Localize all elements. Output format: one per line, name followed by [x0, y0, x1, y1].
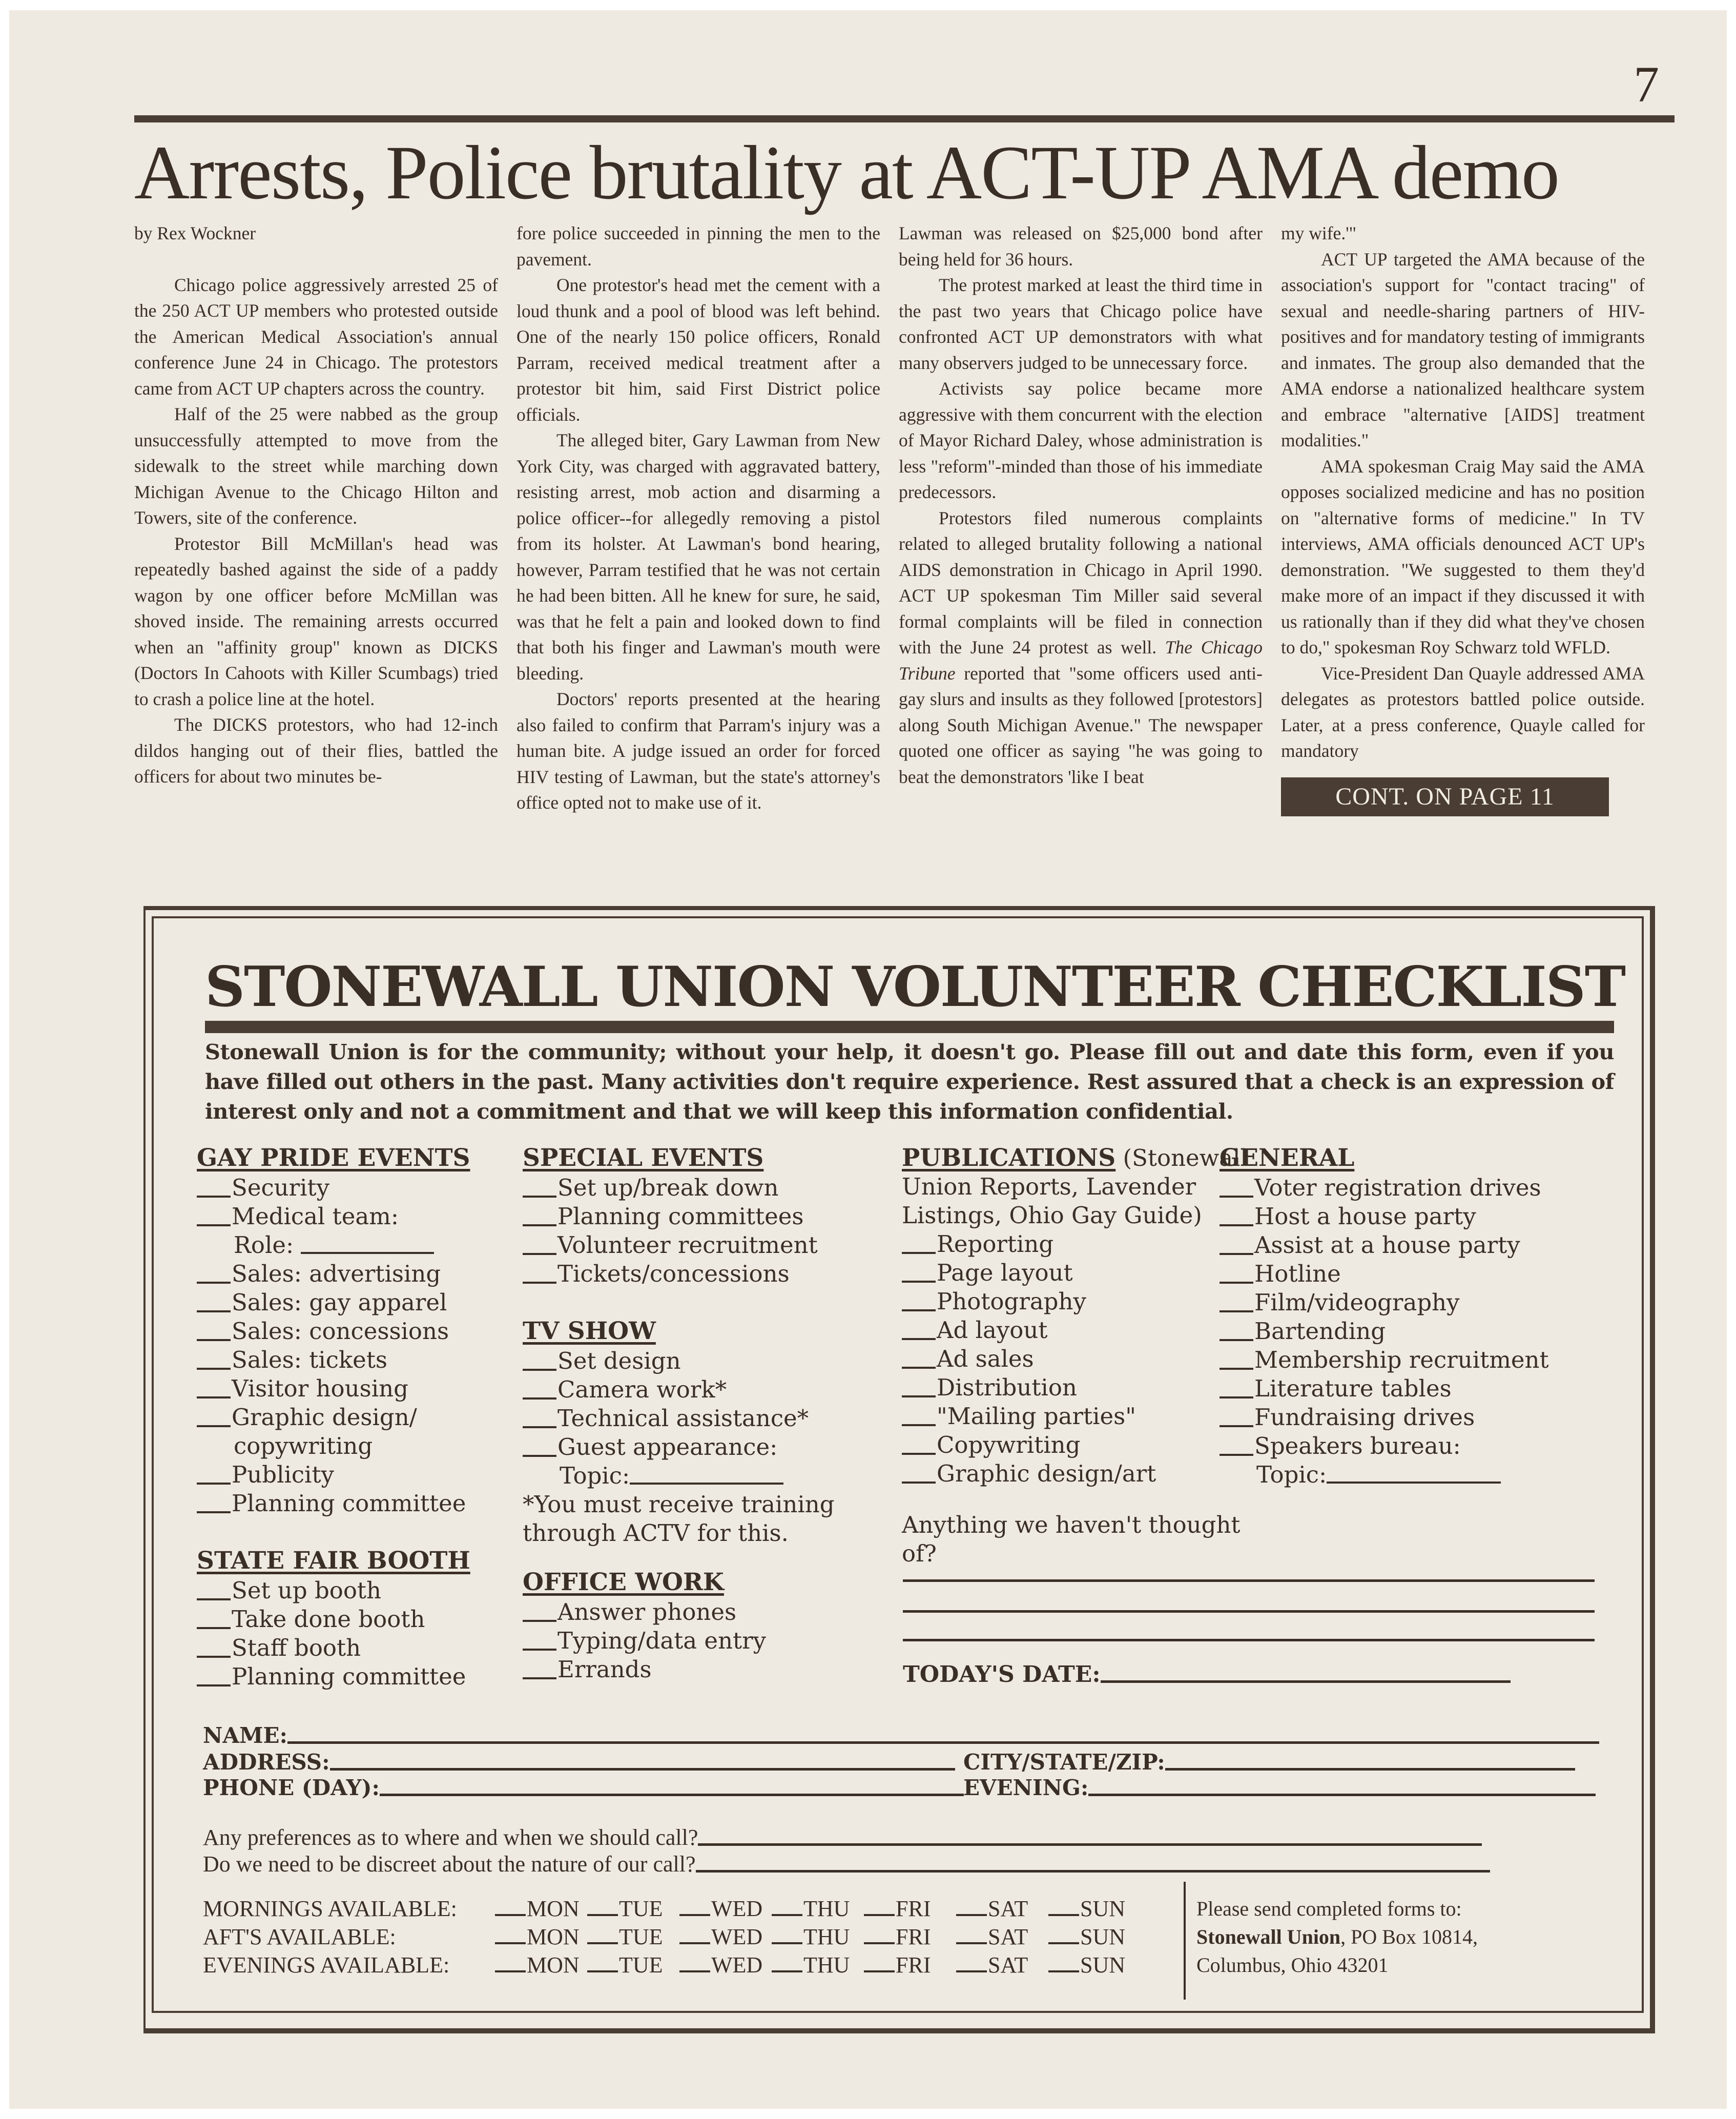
check-blank[interactable] — [197, 1196, 231, 1198]
checkbox-item[interactable] — [523, 1260, 840, 1288]
checkbox-item[interactable] — [1220, 1403, 1549, 1432]
day-label: MON — [527, 1924, 580, 1949]
item-label: Sales: gay apparel — [232, 1289, 447, 1316]
item-label: Staff booth — [232, 1634, 361, 1661]
city-state-zip-label: CITY/STATE/ZIP: — [963, 1750, 1165, 1775]
check-blank[interactable] — [523, 1397, 556, 1400]
item-label: Hotline — [1254, 1260, 1341, 1287]
check-blank[interactable] — [523, 1677, 556, 1679]
item-label: Visitor housing — [232, 1375, 408, 1402]
paragraph: The alleged biter, Gary Lawman from New York City, was charged with aggravated battery, resisting arrest, mob action and disarming a police officer--for allegedly removing a pistol from its holster. At Lawman's bond hearing, however, Parram testified that he was not certain he had been bitten. All he knew for sure, he said, was that he felt a pain and looked down to find that both his finger and Lawman's mouth were bleeding. — [516, 430, 880, 684]
check-blank[interactable] — [902, 1367, 936, 1369]
day-label: MON — [527, 1896, 580, 1921]
check-blank[interactable] — [772, 1942, 802, 1944]
item-label: Answer phones — [557, 1598, 737, 1626]
publications-heading-block — [902, 1144, 1260, 1230]
org-name: Stonewall Union — [1196, 1925, 1341, 1948]
checkbox-item[interactable] — [197, 1576, 470, 1605]
day-checkbox[interactable] — [495, 1951, 587, 1979]
item-label: Guest appearance: — [557, 1433, 778, 1460]
checkbox-item[interactable] — [523, 1174, 840, 1202]
spacer — [902, 1488, 1260, 1511]
training-note: *You must receive training through ACTV for this. — [523, 1491, 835, 1547]
checkbox-item[interactable] — [902, 1402, 1260, 1431]
address-label: ADDRESS: — [203, 1750, 330, 1775]
day-label: SAT — [988, 1952, 1028, 1978]
checkbox-item[interactable] — [197, 1260, 470, 1288]
checkbox-item[interactable] — [523, 1404, 840, 1433]
item-label: Tickets/concessions — [557, 1260, 790, 1287]
check-blank[interactable] — [1220, 1224, 1253, 1226]
item-label: Speakers bureau: — [1254, 1432, 1461, 1459]
check-blank[interactable] — [197, 1282, 231, 1284]
check-blank[interactable] — [197, 1310, 231, 1312]
check-blank[interactable] — [1220, 1339, 1253, 1341]
day-checkbox[interactable] — [1048, 1923, 1141, 1951]
checkbox-item[interactable] — [197, 1174, 470, 1202]
paragraph: Lawman was released on $25,000 bond after being held for 36 hours. — [899, 223, 1263, 270]
item-label: Sales: concessions — [232, 1318, 449, 1345]
checkbox-item[interactable] — [197, 1403, 470, 1432]
day-checkbox[interactable] — [679, 1923, 772, 1951]
item-label: Literature tables — [1254, 1375, 1452, 1402]
item-label: Errands — [557, 1656, 652, 1683]
call-preferences-label: Any preferences as to where and when we should call? — [203, 1825, 698, 1850]
paragraph: AMA spokesman Craig May said the AMA opposes socialized medicine and has no position on "alternative forms of medicine." In TV interviews, AMA officials denounced ACT UP's demonstration. "We suggested to them they'd make more of an impact if they discussed it with us rationally than if they did what they've chosen to do," spokesman Roy Schwarz told WFLD. — [1281, 456, 1645, 657]
role-input-line[interactable] — [301, 1252, 434, 1254]
item-label: Planning committees — [557, 1203, 804, 1230]
discreet-field[interactable] — [203, 1851, 1490, 1877]
check-blank[interactable] — [495, 1970, 526, 1972]
item-label: Sales: advertising — [232, 1260, 441, 1287]
form-inner-border — [152, 916, 1644, 2013]
city-state-zip-field[interactable] — [963, 1750, 1575, 1775]
paragraph — [899, 505, 1263, 790]
check-blank[interactable] — [197, 1368, 231, 1370]
name-input-line[interactable] — [287, 1741, 1599, 1744]
check-blank[interactable] — [864, 1914, 895, 1916]
check-blank[interactable] — [1048, 1942, 1079, 1944]
day-label: THU — [803, 1952, 850, 1978]
check-blank[interactable] — [1220, 1425, 1253, 1427]
item-continuation: copywriting — [234, 1432, 373, 1459]
paragraph: Half of the 25 were nabbed as the group unsuccessfully attempted to move from the sidewalk to the street while marching down Michigan Avenue to the Chicago Hilton and Towers, site of the conference. — [134, 404, 498, 528]
paragraph: my wife.'" — [1281, 223, 1357, 243]
paragraph: Protestor Bill McMillan's head was repeatedly bashed against the side of a paddy wagon by one officer before McMillan was shoved inside. The remaining arrests occurred when an "affinity group" known as DICKS (Doctors In Cahoots with Killer Scumbags) tried to crash a police line at the hotel. — [134, 533, 498, 709]
check-blank[interactable] — [587, 1970, 618, 1972]
checkbox-item[interactable] — [1220, 1260, 1549, 1288]
availability-grid — [203, 1895, 1141, 1979]
checkbox-item[interactable] — [902, 1230, 1260, 1259]
check-blank[interactable] — [523, 1620, 556, 1622]
checkbox-item[interactable] — [197, 1489, 470, 1518]
check-blank[interactable] — [523, 1253, 556, 1255]
item-label: Security — [232, 1174, 330, 1201]
day-checkbox[interactable] — [864, 1951, 956, 1979]
checkbox-item[interactable] — [197, 1317, 470, 1346]
check-blank[interactable] — [197, 1224, 231, 1226]
phone-day-input-line[interactable] — [380, 1794, 964, 1796]
checkbox-item[interactable] — [902, 1459, 1260, 1488]
address-field[interactable] — [203, 1750, 955, 1775]
spacer — [523, 1548, 840, 1568]
check-blank[interactable] — [772, 1914, 802, 1916]
checkbox-item[interactable] — [1220, 1288, 1549, 1317]
section-heading: TV SHOW — [523, 1317, 656, 1345]
checkbox-item[interactable] — [1220, 1231, 1549, 1260]
day-label: MON — [527, 1952, 580, 1978]
checkbox-item[interactable] — [523, 1627, 840, 1655]
checkbox-item[interactable] — [523, 1655, 840, 1684]
paragraph: The DICKS protestors, who had 12-inch dildos hanging out of their flies, battled the officers for about two minutes be- — [134, 714, 498, 787]
role-field[interactable] — [197, 1231, 470, 1260]
day-label: FRI — [896, 1952, 931, 1978]
checkbox-item[interactable] — [902, 1287, 1260, 1316]
paragraph: Activists say police became more aggressive with them concurrent with the election of Mayor Richard Daley, whose administration is less "reform"-minded than those of his immediate predecessors. — [899, 378, 1263, 502]
check-blank[interactable] — [772, 1970, 802, 1972]
title-rule — [205, 1021, 1614, 1033]
item-label: Host a house party — [1254, 1203, 1476, 1230]
check-blank[interactable] — [902, 1482, 936, 1484]
item-label: Typing/data entry — [557, 1627, 767, 1654]
checkbox-item[interactable] — [523, 1231, 840, 1260]
check-blank[interactable] — [1220, 1282, 1253, 1284]
anything-else-line-3[interactable] — [903, 1639, 1595, 1641]
item-label: Ad layout — [937, 1316, 1048, 1344]
item-label: Ad sales — [937, 1345, 1034, 1372]
evening-label: EVENING: — [963, 1775, 1089, 1800]
check-blank[interactable] — [864, 1970, 895, 1972]
section-special-events — [523, 1144, 840, 1684]
day-checkbox[interactable] — [495, 1895, 587, 1923]
item-label: Distribution — [937, 1374, 1077, 1401]
day-label: FRI — [896, 1924, 931, 1949]
check-blank[interactable] — [587, 1942, 618, 1944]
paragraph: Chicago police aggressively arrested 25 of the 250 ACT UP members who protested outside the American Medical Association's annual conference June 24 in Chicago. The protestors came from ACT UP chapters across the country. — [134, 274, 498, 399]
day-checkbox[interactable] — [956, 1895, 1048, 1923]
checkbox-item[interactable] — [197, 1662, 470, 1691]
todays-date-label: TODAY'S DATE: — [903, 1661, 1101, 1688]
article-column-1 — [134, 220, 498, 881]
day-label: TUE — [619, 1924, 663, 1949]
top-rule — [134, 115, 1675, 122]
day-label: THU — [803, 1924, 850, 1949]
continued-banner: CONT. ON PAGE 11 — [1281, 777, 1609, 816]
check-blank[interactable] — [523, 1282, 556, 1284]
check-blank[interactable] — [679, 1970, 710, 1972]
item-label: Film/videography — [1254, 1289, 1460, 1316]
check-blank[interactable] — [495, 1914, 526, 1916]
item-label: Planning committee — [232, 1663, 466, 1690]
checkbox-item[interactable] — [1220, 1174, 1549, 1202]
po-box: , PO Box 10814, — [1340, 1925, 1478, 1948]
day-checkbox[interactable] — [679, 1895, 772, 1923]
article-column-2 — [516, 220, 880, 881]
discreet-label: Do we need to be discreet about the nature of our call? — [203, 1851, 696, 1877]
day-checkbox[interactable] — [772, 1951, 864, 1979]
checkbox-item[interactable] — [902, 1259, 1260, 1287]
day-checkbox[interactable] — [1048, 1895, 1141, 1923]
check-blank[interactable] — [495, 1942, 526, 1944]
section-heading: PUBLICATIONS — [902, 1144, 1116, 1172]
day-label: SUN — [1080, 1952, 1126, 1978]
paragraph: Vice-President Dan Quayle addressed AMA delegates as protestors battled police outside. Later, at a press conference, Quayle called for mandatory — [1281, 663, 1645, 761]
article-column-3 — [899, 220, 1263, 881]
item-label: Set design — [557, 1347, 681, 1374]
day-label: FRI — [896, 1896, 931, 1921]
row-label: AFT'S AVAILABLE: — [203, 1924, 396, 1949]
day-label: SUN — [1080, 1896, 1126, 1921]
checkbox-item[interactable] — [197, 1460, 470, 1489]
item-label: Publicity — [232, 1461, 334, 1488]
phone-day-label: PHONE (DAY): — [203, 1775, 380, 1800]
address-input-line[interactable] — [330, 1768, 955, 1771]
day-checkbox[interactable] — [956, 1923, 1048, 1951]
day-checkbox[interactable] — [679, 1951, 772, 1979]
item-label: Set up/break down — [557, 1174, 779, 1201]
day-label: THU — [803, 1896, 850, 1921]
anything-else-label: Anything we haven't thought of? — [902, 1511, 1241, 1567]
check-blank[interactable] — [1048, 1970, 1079, 1972]
role-label: Role: — [234, 1231, 294, 1259]
send-instructions: Please send completed forms to: — [1196, 1897, 1462, 1920]
check-blank[interactable] — [197, 1483, 231, 1485]
check-blank[interactable] — [1220, 1396, 1253, 1398]
checkbox-item[interactable] — [1220, 1374, 1549, 1403]
discreet-line[interactable] — [696, 1870, 1490, 1873]
check-blank[interactable] — [902, 1453, 936, 1455]
availability-row-evenings — [203, 1951, 1141, 1979]
todays-date-line[interactable] — [1101, 1680, 1511, 1683]
row-label: EVENINGS AVAILABLE: — [203, 1952, 450, 1978]
day-checkbox[interactable] — [1048, 1951, 1141, 1979]
section-general — [1220, 1144, 1549, 1489]
name-label: NAME: — [203, 1723, 287, 1748]
paragraph: Doctors' reports presented at the hearing also failed to confirm that Parram's injury was a human bite. A judge issued an order for forced HIV testing of Lawman, but the state's attorney's office opted not to make use of it. — [516, 689, 880, 813]
day-label: WED — [711, 1896, 763, 1921]
check-blank[interactable] — [902, 1395, 936, 1397]
paragraph-text: reported that "some officers used anti-gay slurs and insults as they followed [protestors] along South Michigan Avenue." The newspaper quoted one officer as saying "he was going to beat the demonstrators 'like I beat — [899, 663, 1263, 787]
availability-divider — [1184, 1882, 1186, 2000]
paragraph-text: Protestors filed numerous complaints related to alleged brutality following a national AIDS demonstration in Chicago in April 1990. ACT UP spokesman Tim Miller said several formal complaints will be filed in connection with the June 24 protest as well. — [899, 507, 1263, 657]
check-blank[interactable] — [197, 1684, 231, 1686]
checkbox-item[interactable] — [1220, 1432, 1549, 1460]
check-blank[interactable] — [523, 1649, 556, 1651]
day-label: TUE — [619, 1896, 663, 1921]
checkbox-item[interactable] — [523, 1375, 840, 1404]
page-number: 7 — [1634, 56, 1659, 113]
check-blank[interactable] — [587, 1914, 618, 1916]
section-publications — [902, 1144, 1260, 1568]
headline: Arrests, Police brutality at ACT-UP AMA demo — [134, 130, 1559, 215]
day-label: TUE — [619, 1952, 663, 1978]
check-blank[interactable] — [902, 1309, 936, 1311]
name-field[interactable] — [203, 1723, 1599, 1748]
check-blank[interactable] — [956, 1914, 987, 1916]
spacer — [197, 1518, 470, 1547]
item-label: Reporting — [937, 1230, 1054, 1258]
checkbox-item[interactable] — [523, 1347, 840, 1375]
check-blank[interactable] — [523, 1224, 556, 1226]
topic-input-line[interactable] — [630, 1483, 783, 1485]
check-blank[interactable] — [956, 1970, 987, 1972]
item-label: Set up booth — [232, 1577, 381, 1604]
checklist-intro: Stonewall Union is for the community; without your help, it doesn't go. Please fill out and date this form, even if you have filled out others in the past. Many activities don't require experience. Rest assured that a check is an expression of interest only and not a commitment and that we will keep this information confidential. — [205, 1039, 1614, 1124]
check-blank[interactable] — [679, 1914, 710, 1916]
newspaper-title: The Chicago Tribune — [899, 637, 1263, 684]
checklist-title: STONEWALL UNION VOLUNTEER CHECKLIST — [205, 955, 1625, 1019]
check-blank[interactable] — [902, 1338, 936, 1340]
check-blank[interactable] — [956, 1942, 987, 1944]
checkbox-item[interactable] — [197, 1202, 470, 1231]
section-heading: GAY PRIDE EVENTS — [197, 1144, 470, 1172]
day-label: SUN — [1080, 1924, 1126, 1949]
check-blank[interactable] — [679, 1942, 710, 1944]
checkbox-item[interactable] — [902, 1345, 1260, 1373]
check-blank[interactable] — [1220, 1454, 1253, 1456]
checkbox-item[interactable] — [902, 1316, 1260, 1345]
item-label: Voter registration drives — [1254, 1174, 1541, 1201]
checkbox-item[interactable] — [1220, 1346, 1549, 1374]
topic-field[interactable] — [523, 1462, 840, 1490]
paragraph: ACT UP targeted the AMA because of the association's support for "contact tracing" of sexual and needle-sharing partners of HIV-positives and for mandatory testing of immigrants and inmates. The group also demanded that the AMA endorse a nationalized healthcare system and embrace "alternative [AIDS] treatment modalities." — [1281, 249, 1645, 450]
day-checkbox[interactable] — [864, 1923, 956, 1951]
checkbox-item[interactable] — [197, 1346, 470, 1374]
call-preferences-field[interactable] — [203, 1824, 1482, 1850]
paragraph: The protest marked at least the third time in the past two years that Chicago police have confronted ACT UP demonstrators with what many observers judged to be unnecessary force. — [899, 275, 1263, 373]
checkbox-item[interactable] — [1220, 1317, 1549, 1346]
day-label: SAT — [988, 1924, 1028, 1949]
item-label: "Mailing parties" — [937, 1403, 1136, 1430]
check-blank[interactable] — [197, 1656, 231, 1658]
section-heading: GENERAL — [1220, 1144, 1355, 1172]
checkbox-item[interactable] — [197, 1374, 470, 1403]
section-gay-pride — [197, 1144, 470, 1691]
byline: by Rex Wockner — [134, 223, 256, 243]
day-label: WED — [711, 1952, 763, 1978]
call-preferences-line[interactable] — [698, 1843, 1482, 1846]
paragraph: One protestor's head met the cement with a loud thunk and a pool of blood was left behind. One of the nearly 150 police officers, Ronald Parram, received medical treatment after a protestor bit him, said First District police officials. — [516, 275, 880, 425]
check-blank[interactable] — [902, 1424, 936, 1426]
check-blank[interactable] — [1220, 1368, 1253, 1370]
check-blank[interactable] — [1220, 1253, 1253, 1255]
volunteer-checklist-form — [143, 906, 1655, 2033]
topic-input-line[interactable] — [1327, 1482, 1501, 1484]
city-line: Columbus, Ohio 43201 — [1196, 1953, 1389, 1977]
check-blank[interactable] — [197, 1627, 231, 1629]
item-label: Graphic design/ — [232, 1404, 417, 1431]
anything-else-line-2[interactable] — [903, 1610, 1595, 1613]
anything-else-line-1[interactable] — [903, 1579, 1595, 1582]
checkbox-item[interactable] — [197, 1605, 470, 1634]
item-label: Take done booth — [232, 1606, 425, 1633]
phone-day-field[interactable] — [203, 1775, 964, 1800]
section-heading: OFFICE WORK — [523, 1568, 724, 1596]
check-blank[interactable] — [197, 1396, 231, 1398]
checkbox-item[interactable] — [197, 1634, 470, 1662]
check-blank[interactable] — [902, 1281, 936, 1283]
check-blank[interactable] — [523, 1426, 556, 1428]
checkbox-item[interactable] — [902, 1373, 1260, 1402]
article-body — [134, 220, 1659, 881]
topic-label: Topic: — [560, 1462, 630, 1489]
todays-date-field[interactable] — [903, 1661, 1511, 1688]
day-checkbox[interactable] — [587, 1895, 679, 1923]
check-blank[interactable] — [1048, 1914, 1079, 1916]
row-label: MORNINGS AVAILABLE: — [203, 1896, 457, 1921]
check-blank[interactable] — [864, 1942, 895, 1944]
day-checkbox[interactable] — [495, 1923, 587, 1951]
check-blank[interactable] — [197, 1425, 231, 1427]
check-blank[interactable] — [197, 1511, 231, 1513]
day-checkbox[interactable] — [956, 1951, 1048, 1979]
check-blank[interactable] — [1220, 1310, 1253, 1312]
day-label: WED — [711, 1924, 763, 1949]
send-address-line — [1196, 1923, 1478, 1951]
item-label: Camera work* — [557, 1376, 727, 1403]
city-state-zip-input-line[interactable] — [1165, 1768, 1575, 1771]
checkbox-item[interactable] — [523, 1598, 840, 1627]
day-checkbox[interactable] — [587, 1951, 679, 1979]
item-label: Copywriting — [937, 1431, 1081, 1458]
article-column-4 — [1281, 220, 1645, 881]
topic-label: Topic: — [1256, 1461, 1327, 1488]
day-checkbox[interactable] — [864, 1895, 956, 1923]
evening-input-line[interactable] — [1088, 1794, 1596, 1796]
check-blank[interactable] — [1220, 1196, 1253, 1198]
check-blank[interactable] — [197, 1598, 231, 1600]
checkbox-item[interactable] — [1220, 1202, 1549, 1231]
day-checkbox[interactable] — [772, 1895, 864, 1923]
day-checkbox[interactable] — [587, 1923, 679, 1951]
checkbox-item[interactable] — [523, 1433, 840, 1462]
evening-phone-field[interactable] — [963, 1775, 1596, 1800]
mailing-address — [1196, 1895, 1478, 1979]
section-heading-note: (Stonewall Union Reports, Lavender Listings, Ohio Gay Guide) — [902, 1144, 1248, 1229]
item-label: Assist at a house party — [1254, 1231, 1520, 1259]
topic-field[interactable] — [1220, 1460, 1549, 1489]
section-heading: SPECIAL EVENTS — [523, 1144, 764, 1172]
item-label: Graphic design/art — [937, 1460, 1156, 1487]
day-checkbox[interactable] — [772, 1923, 864, 1951]
item-label: Membership recruitment — [1254, 1346, 1549, 1373]
item-label: Volunteer recruitment — [557, 1231, 818, 1259]
check-blank[interactable] — [902, 1252, 936, 1254]
check-blank[interactable] — [523, 1455, 556, 1457]
checkbox-item[interactable] — [197, 1288, 470, 1317]
item-label: Planning committee — [232, 1490, 466, 1517]
checkbox-item[interactable] — [902, 1431, 1260, 1459]
item-label: Page layout — [937, 1259, 1073, 1286]
item-label: Technical assistance* — [557, 1405, 809, 1432]
checkbox-item[interactable] — [523, 1202, 840, 1231]
check-blank[interactable] — [523, 1369, 556, 1371]
check-blank[interactable] — [523, 1196, 556, 1198]
item-label: Fundraising drives — [1254, 1404, 1475, 1431]
availability-row-mornings — [203, 1895, 1141, 1923]
item-label: Sales: tickets — [232, 1346, 387, 1373]
paragraph: fore police succeeded in pinning the men to the pavement. — [516, 223, 880, 270]
item-label: Photography — [937, 1288, 1086, 1315]
day-label: SAT — [988, 1896, 1028, 1921]
availability-row-afternoons — [203, 1923, 1141, 1951]
section-heading: STATE FAIR BOOTH — [197, 1547, 470, 1575]
spacer — [523, 1288, 840, 1317]
item-label: Medical team: — [232, 1203, 399, 1230]
item-label: Bartending — [1254, 1318, 1386, 1345]
check-blank[interactable] — [197, 1339, 231, 1341]
